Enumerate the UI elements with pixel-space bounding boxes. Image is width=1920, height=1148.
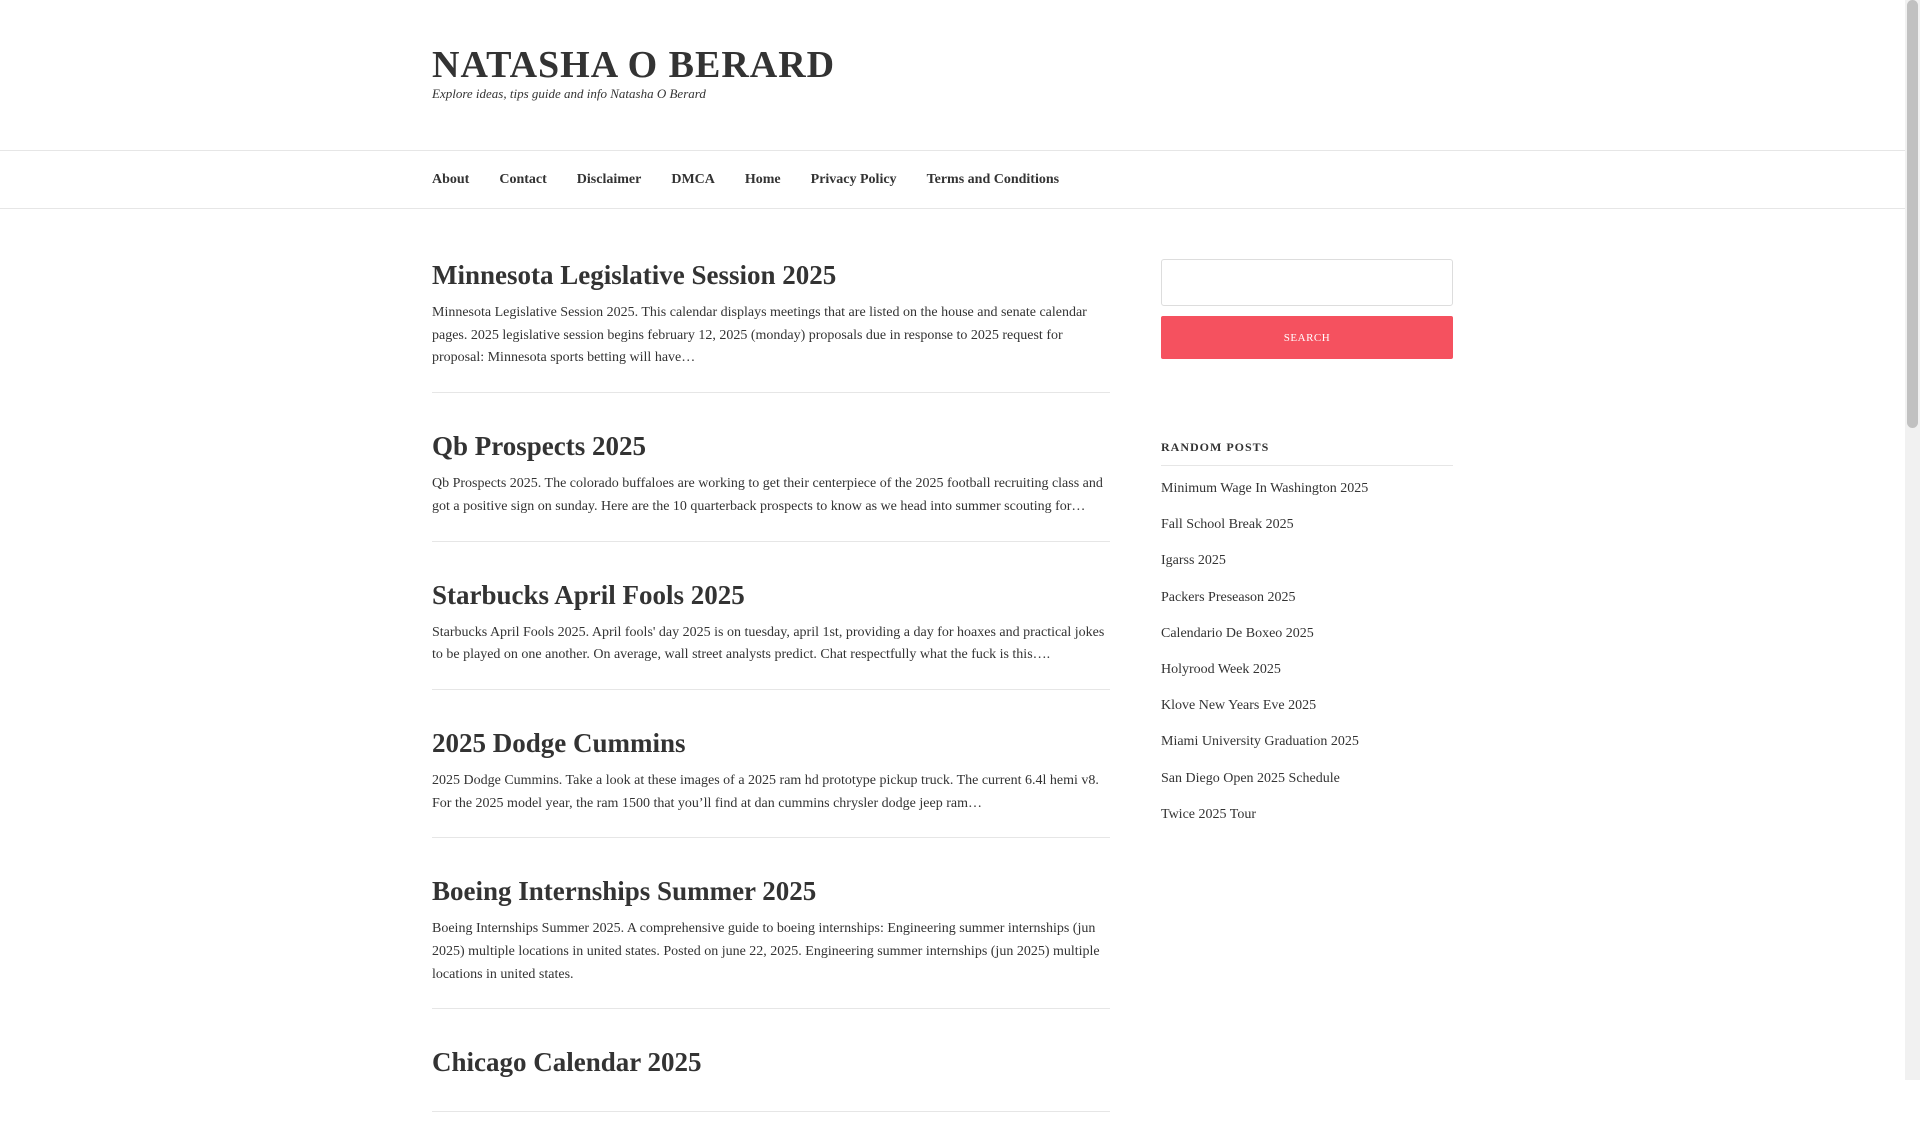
random-post-link[interactable]: San Diego Open 2025 Schedule (1161, 770, 1340, 786)
search-button[interactable]: SEARCH (1161, 316, 1453, 359)
random-post-link[interactable]: Holyrood Week 2025 (1161, 661, 1281, 677)
nav-item-disclaimer[interactable]: Disclaimer (576, 171, 642, 187)
post-item (432, 578, 1110, 690)
random-post-link[interactable]: Klove New Years Eve 2025 (1161, 698, 1317, 714)
post-list (432, 258, 1110, 1148)
post-excerpt: 2025 Dodge Cummins. Take a look at these images of a 2025 ram hd prototype pickup truck. The current 6.4l hemi v8. For the 2025 model year, the ram 1500 that you’ll find at dan cummins chrysler dodge jeep ram… (432, 772, 1099, 811)
post-title[interactable]: Starbucks April Fools 2025 (432, 579, 745, 610)
nav-item-terms-and-conditions[interactable]: Terms and Conditions (926, 171, 1060, 187)
random-post-link[interactable]: Igarss 2025 (1161, 553, 1226, 569)
post-item (432, 429, 1110, 541)
post-excerpt: Starbucks April Fools 2025. April fools' day 2025 is on tuesday, april 1st, providing a day for hoaxes and practical jokes to be played on one another. On average, wall street analysts predict. Chat respectfully what the fuck is this…. (432, 624, 1105, 663)
random-post-link[interactable]: Minimum Wage In Washington 2025 (1161, 481, 1369, 496)
post-item (432, 874, 1110, 1009)
nav-item-contact[interactable]: Contact (499, 171, 547, 187)
random-post-link[interactable]: Fall School Break 2025 (1161, 517, 1294, 533)
post-title[interactable]: 2025 Dodge Cummins (432, 727, 686, 758)
post-title[interactable]: Minnesota Legislative Session 2025 (432, 260, 837, 290)
post-excerpt: Minnesota Legislative Session 2025. This calendar displays meetings that are listed on the house and senate calendar pages. 2025 legislative session begins february 12, 2025 (monday) proposals due in response to 2025 request for proposal: Minnesota sports betting will have… (432, 305, 1087, 366)
scrollbar-track[interactable] (1905, 0, 1920, 1080)
post-excerpt: Boeing Internships Summer 2025. A comprehensive guide to boeing internships: Engineering summer internships (jun 2025) multiple locations in united states. Posted on june 22, 2025. Engineering summer internships (jun 2025) multiple locations in united states. (432, 921, 1100, 982)
nav-menu (0, 151, 1920, 208)
post-title[interactable]: Chicago Calendar 2025 (432, 1047, 702, 1078)
random-posts-list (1161, 478, 1453, 840)
random-post-link[interactable]: Packers Preseason 2025 (1161, 589, 1296, 605)
post-title[interactable]: Qb Prospects 2025 (432, 431, 646, 462)
search-input[interactable] (1161, 259, 1453, 306)
site-tagline: Explore ideas, tips guide and info Natasha O Berard (432, 86, 706, 101)
post-item (432, 1045, 1110, 1112)
post-title[interactable]: Boeing Internships Summer 2025 (432, 876, 817, 907)
main-nav (0, 151, 1920, 209)
post-item (432, 726, 1110, 838)
random-post-link[interactable]: Miami University Graduation 2025 (1161, 734, 1359, 750)
random-post-link[interactable]: Calendario De Boxeo 2025 (1161, 625, 1314, 641)
nav-item-about[interactable]: About (432, 171, 470, 187)
random-posts-title: RANDOM POSTS (1161, 440, 1453, 466)
site-title[interactable]: NATASHA O BERARD (432, 44, 836, 86)
scrollbar-thumb[interactable] (1907, 0, 1918, 428)
nav-item-home[interactable]: Home (744, 171, 781, 187)
post-excerpt: Qb Prospects 2025. The colorado buffaloes are working to get their centerpiece of the 2025 football recruiting class and got a positive sign on sunday. Here are the 10 quarterback prospects to know as we head into summer scouting for… (432, 476, 1103, 514)
sidebar (1161, 259, 1453, 840)
random-post-link[interactable]: Twice 2025 Tour (1161, 806, 1256, 822)
nav-item-privacy-policy[interactable]: Privacy Policy (810, 171, 897, 187)
site-header (0, 0, 1920, 151)
nav-item-dmca[interactable]: DMCA (671, 171, 715, 187)
post-item (432, 258, 1110, 393)
